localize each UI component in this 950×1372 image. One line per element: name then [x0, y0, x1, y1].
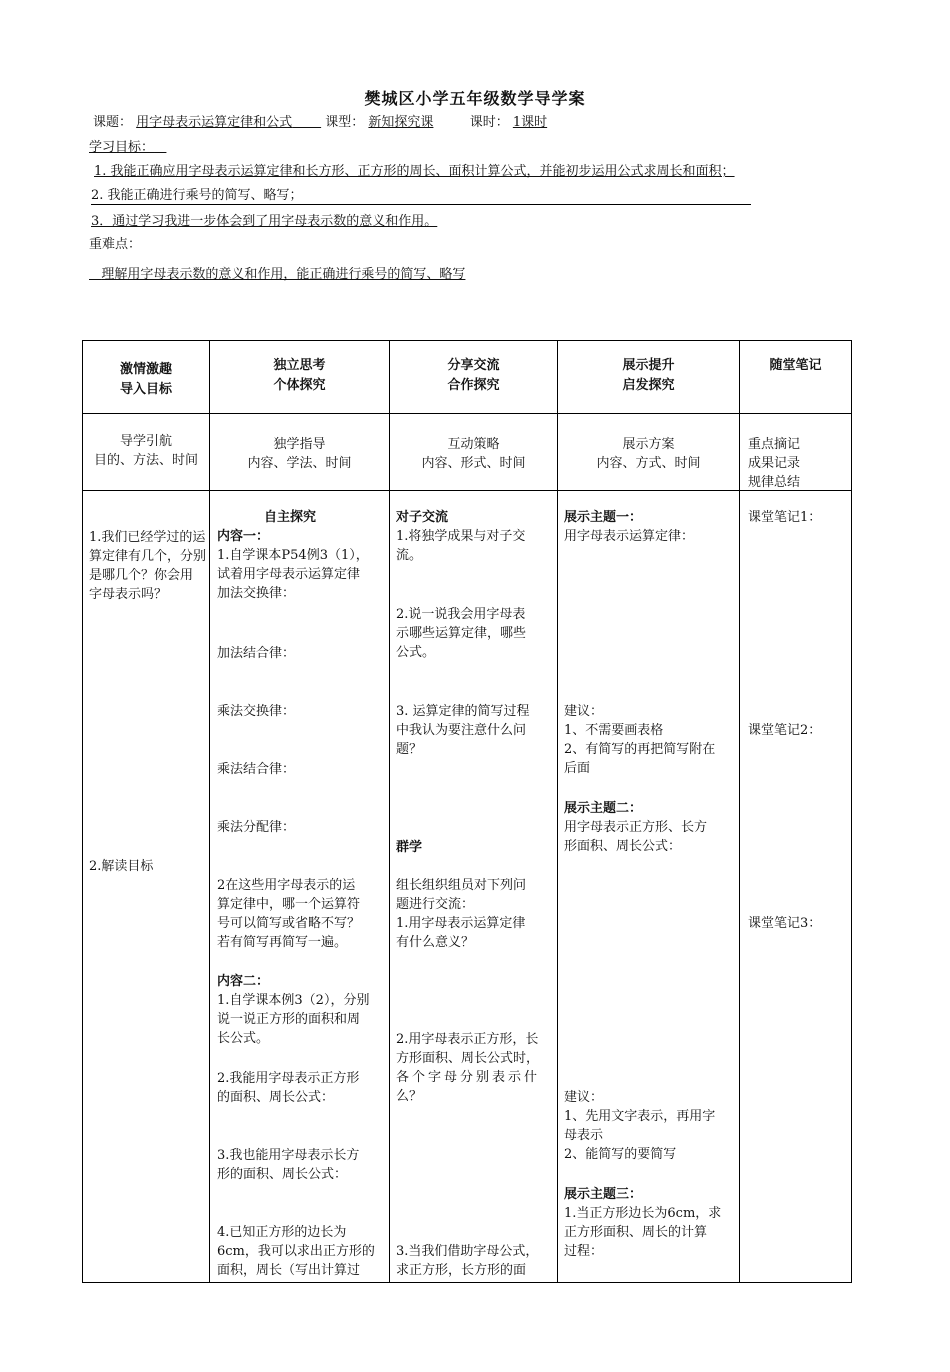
col2-add-assoc: 加法结合律： — [217, 646, 296, 661]
key-points-label: 重难点： — [89, 237, 142, 252]
subheader-col-5-line-2: 成果记录 — [748, 456, 801, 471]
col2-c2-item-3 — [217, 1146, 387, 1184]
col3-pair — [396, 508, 554, 565]
col2-c2-3-line: 3.我也能用字母表示长方 — [217, 1148, 360, 1163]
header-col-1 — [83, 360, 209, 400]
col1-q1-line: 1.我们已经学过的运 — [89, 530, 206, 545]
header-col-1-line-1: 激情激趣 — [119, 362, 172, 377]
col4-s1-line: 1、不需要画表格 — [564, 723, 664, 738]
col2-q2-line: 若有简写再简写一遍。 — [217, 935, 348, 950]
table-rule-1 — [82, 413, 852, 414]
col-divider-3 — [557, 340, 558, 1283]
table-border-right — [851, 340, 852, 1283]
col3-p3-line: 3. 运算定律的简写过程 — [396, 704, 530, 719]
col2-mul-dist: 乘法分配律： — [217, 820, 296, 835]
header-col-4-line-1: 展示提升 — [622, 358, 675, 373]
subheader-col-4-line-1: 展示方案 — [622, 437, 675, 452]
col3-g0-line: 题进行交流： — [396, 897, 475, 912]
col2-c1-line: 1.自学课本P54例3（1）， — [217, 548, 369, 563]
col3-p3-line: 题？ — [396, 742, 423, 757]
col4-t3-line: 过程： — [564, 1244, 604, 1259]
col3-g3-line: 求正方形，长方形的面 — [396, 1263, 527, 1278]
col4-s1-line: 后面 — [564, 761, 591, 776]
col4-theme-2 — [564, 799, 739, 856]
col1-question-1 — [89, 528, 209, 604]
col2-c2-4-line: 4.已知正方形的边长为 — [217, 1225, 347, 1240]
subheader-col-3-line-2: 内容、形式、时间 — [421, 456, 526, 471]
goals-label: 学习目标： — [89, 140, 155, 155]
subheader-col-1-line-2: 目的、方法、时间 — [93, 453, 198, 468]
header-col-2-line-2: 个体探究 — [273, 378, 326, 393]
subheader-col-2-line-2: 内容、学法、时间 — [247, 456, 352, 471]
col2-c2-2-line: 2.我能用字母表示正方形 — [217, 1071, 360, 1086]
col2-c2-item-4 — [217, 1223, 387, 1280]
col3-g2-line: 各个字母分别表示什 — [396, 1070, 541, 1085]
header-col-3 — [390, 356, 557, 396]
col3-p2-line: 公式。 — [396, 645, 436, 660]
col2-c2-3-line: 形的面积、周长公式： — [217, 1167, 348, 1182]
topic-underline-pad — [292, 115, 321, 130]
col1-question-2: 2.解读目标 — [89, 859, 154, 874]
col4-t3-label: 展示主题三： — [564, 1187, 643, 1202]
col3-group-label: 群学 — [396, 840, 423, 855]
table-border-top — [82, 340, 852, 341]
col2-content1-label: 内容一： — [217, 529, 270, 544]
col2-c1-line: 试着用字母表示运算定律 — [217, 567, 361, 582]
col4-t3-line: 正方形面积、周长的计算 — [564, 1225, 708, 1240]
col4-t1-text: 用字母表示运算定律： — [564, 529, 695, 544]
subheader-col-1-line-1: 导学引航 — [119, 434, 172, 449]
table-rule-2 — [82, 490, 852, 491]
subheader-col-2-line-1: 独学指导 — [273, 437, 326, 452]
col4-s1-line: 建议： — [564, 704, 604, 719]
col4-s2-line: 2、能简写的要简写 — [564, 1147, 677, 1162]
col3-g2 — [396, 1030, 554, 1106]
col3-p1-line: 流。 — [396, 548, 423, 563]
col2-mul-comm: 乘法交换律： — [217, 704, 296, 719]
col4-t2-line: 用字母表示正方形、长方 — [564, 820, 708, 835]
header-col-3-line-2: 合作探究 — [447, 378, 500, 393]
col5-note-3: 课堂笔记3： — [748, 916, 822, 931]
topic-label: 课题： — [93, 115, 133, 130]
col3-g2-line: 方形面积、周长公式时， — [396, 1051, 540, 1066]
col2-content2 — [217, 972, 387, 1048]
col2-content1 — [217, 527, 387, 603]
col-divider-1 — [209, 340, 210, 1283]
col3-g0-line: 组长组织组员对下列问 — [396, 878, 527, 893]
goal-1: 1. 我能正确应用字母表示运算定律和长方形、正方形的周长、面积计算公式，并能初步运用公式求周长和面积； — [94, 164, 735, 179]
col3-p2-line: 2.说一说我会用字母表 — [396, 607, 526, 622]
key-points-text: 理解用字母表示数的意义和作用，能正确进行乘号的简写、略写 — [101, 267, 466, 282]
col3-p1-line: 1.将独学成果与对子交 — [396, 529, 526, 544]
col5-note-2: 课堂笔记2： — [748, 723, 822, 738]
col2-mul-assoc: 乘法结合律： — [217, 762, 296, 777]
subheader-col-1 — [83, 432, 209, 470]
type-label: 课型： — [325, 115, 365, 130]
col2-q2-line: 2在这些用字母表示的运 — [217, 878, 356, 893]
col2-content2-label: 内容二： — [217, 974, 270, 989]
subheader-col-4-line-2: 内容、方式、时间 — [596, 456, 701, 471]
col2-c2-line: 长公式。 — [217, 1031, 270, 1046]
subheader-col-3 — [390, 435, 557, 473]
col-divider-2 — [389, 340, 390, 1283]
col3-p2-line: 示哪些运算定律，哪些 — [396, 626, 527, 641]
col2-c2-4-line: 面积，周长（写出计算过 — [217, 1263, 361, 1278]
subheader-col-5-line-1: 重点摘记 — [748, 437, 801, 452]
col1-q1-line: 算定律有几个，分别 — [89, 549, 207, 564]
table-border-left — [82, 340, 83, 1283]
col4-t1-label: 展示主题一： — [564, 510, 643, 525]
topic-value: 用字母表示运算定律和公式 — [136, 115, 293, 130]
col4-s1-line: 2、有简写的再把简写附在 — [564, 742, 716, 757]
col4-s2-line: 母表示 — [564, 1128, 604, 1143]
header-col-5 — [740, 356, 851, 376]
col4-suggestion-1 — [564, 702, 739, 778]
col4-s2-line: 建议： — [564, 1090, 604, 1105]
hours-label: 课时： — [469, 115, 509, 130]
col4-t3-line: 1.当正方形边长为6cm，求 — [564, 1206, 722, 1221]
col4-theme-1 — [564, 508, 736, 546]
col4-theme-3 — [564, 1185, 739, 1261]
subheader-col-2 — [210, 435, 389, 473]
col4-suggestion-2 — [564, 1088, 739, 1164]
col2-question-2 — [217, 876, 387, 952]
col4-t2-label: 展示主题二： — [564, 801, 643, 816]
col1-q1-line: 是哪几个？你会用 — [89, 568, 194, 583]
col4-t2-line: 形面积、周长公式： — [564, 839, 682, 854]
hours-value: 1课时 — [512, 115, 548, 130]
header-col-3-line-1: 分享交流 — [447, 358, 500, 373]
col3-p3-line: 中我认为要注意什么问 — [396, 723, 527, 738]
subheader-col-5 — [748, 435, 848, 492]
col2-q2-line: 算定律中，哪一个运算符 — [217, 897, 361, 912]
col2-q2-line: 号可以简写或省略不写？ — [217, 916, 361, 931]
col3-g1 — [396, 914, 554, 952]
col1-q1-line: 字母表示吗？ — [89, 587, 168, 602]
page-title: 樊城区小学五年级数学导学案 — [364, 89, 586, 108]
header-col-5-line-1: 随堂笔记 — [769, 358, 822, 373]
col2-heading: 自主探究 — [263, 510, 316, 525]
col2-c2-line: 说一说正方形的面积和周 — [217, 1012, 361, 1027]
col3-g2-line: 2.用字母表示正方形，长 — [396, 1032, 539, 1047]
col3-pair-label: 对子交流 — [396, 510, 449, 525]
subheader-col-4 — [558, 435, 739, 473]
goal-3: 3．通过学习我进一步体会到了用字母表示数的意义和作用。 — [91, 214, 438, 229]
col-divider-4 — [739, 340, 740, 1283]
lesson-info-row — [93, 114, 547, 132]
col2-c1-line: 加法交换律： — [217, 586, 296, 601]
col3-g1-line: 1.用字母表示运算定律 — [396, 916, 526, 931]
table-border-bottom — [82, 1282, 852, 1283]
subheader-col-3-line-1: 互动策略 — [447, 437, 500, 452]
col3-p2 — [396, 605, 554, 662]
goal-2: 2. 我能正确进行乘号的简写、略写； — [91, 187, 751, 205]
header-col-2-line-1: 独立思考 — [273, 358, 326, 373]
col3-g2-line: 么？ — [396, 1089, 423, 1104]
col3-g3-line: 3.当我们借助字母公式， — [396, 1244, 539, 1259]
type-value: 新知探究课 — [368, 115, 434, 130]
col2-c2-line: 1.自学课本例3（2），分别 — [217, 993, 370, 1008]
header-col-4 — [558, 356, 739, 396]
col2-c2-4-line: 6cm，我可以求出正方形的 — [217, 1244, 375, 1259]
header-col-4-line-2: 启发探究 — [622, 378, 675, 393]
col5-note-1: 课堂笔记1： — [748, 510, 822, 525]
header-col-1-line-2: 导入目标 — [119, 382, 172, 397]
subheader-col-5-line-3: 规律总结 — [748, 475, 801, 490]
col4-s2-line: 1、先用文字表示，再用字 — [564, 1109, 716, 1124]
header-col-2 — [210, 356, 389, 396]
col3-p3 — [396, 702, 554, 759]
col2-c2-2-line: 的面积、周长公式： — [217, 1090, 335, 1105]
col3-g0 — [396, 876, 554, 914]
col3-g1-line: 有什么意义？ — [396, 935, 475, 950]
col3-g3 — [396, 1242, 554, 1280]
col2-c2-item-2 — [217, 1069, 387, 1107]
